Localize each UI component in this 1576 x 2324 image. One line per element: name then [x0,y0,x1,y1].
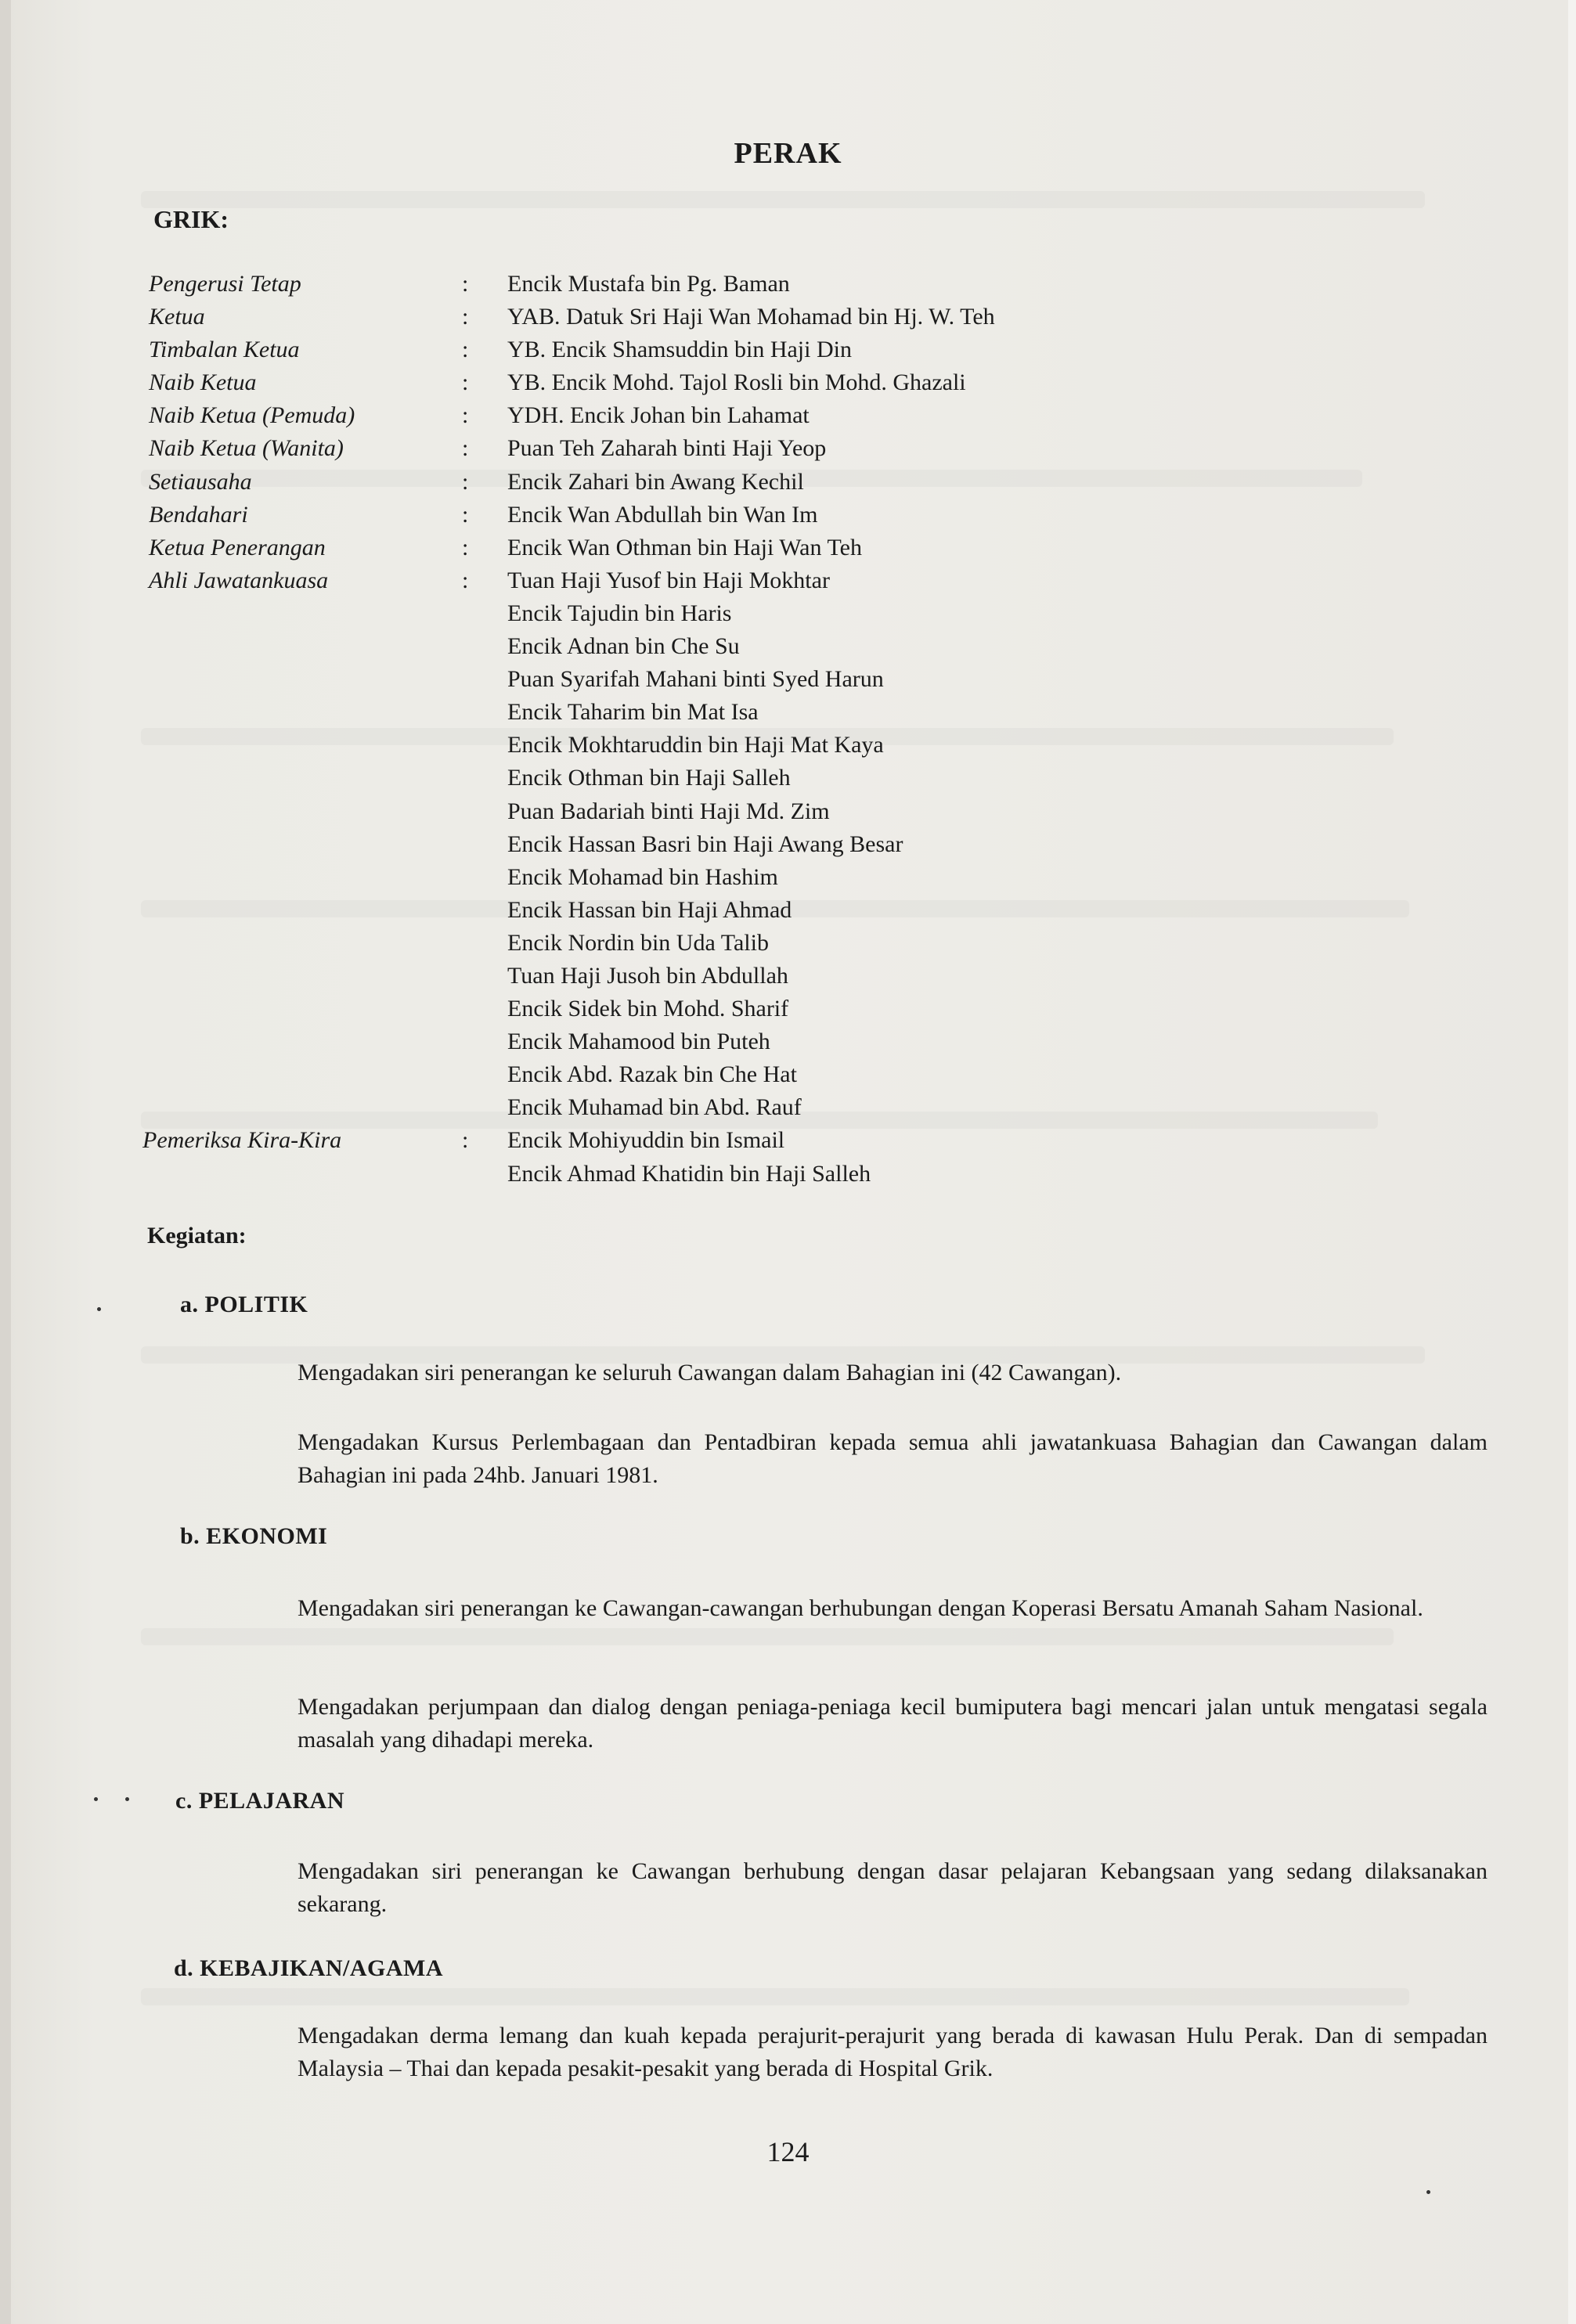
page-title: PERAK [734,137,842,170]
committee-role: Ketua [149,304,205,330]
branch-heading: GRIK: [153,205,229,233]
committee-member-name: Encik Sidek bin Mohd. Sharif [507,996,789,1022]
separator-colon: : [462,337,469,363]
committee-member-name: YAB. Datuk Sri Haji Wan Mohamad bin Hj. W. Teh [507,304,995,330]
committee-member-name: Encik Abd. Razak bin Che Hat [507,1061,797,1088]
committee-member-name: Encik Mahamood bin Puteh [507,1029,770,1055]
section-paragraph: Mengadakan siri penerangan ke Cawangan berhubung dengan dasar pelajaran Kebangsaan yang sedang dilaksanakan sekarang. [298,1858,1488,1917]
speck [125,1797,129,1801]
separator-colon: : [462,501,469,528]
section-paragraph: Mengadakan siri penerangan ke seluruh Cawangan dalam Bahagian ini (42 Cawangan). [298,1360,1122,1385]
show-through-text [141,1628,1394,1645]
committee-member-name: Encik Nordin bin Uda Talib [507,929,769,956]
committee-member-name: Puan Syarifah Mahani binti Syed Harun [507,666,884,693]
section-heading-politik: a. POLITIK [180,1292,308,1317]
committee-member-name: Encik Tajudin bin Haris [507,600,732,626]
section-heading-ekonomi: b. EKONOMI [180,1523,328,1549]
committee-member-name: Encik Mohamad bin Hashim [507,863,778,890]
separator-colon: : [462,304,469,330]
separator-colon: : [462,369,469,396]
show-through-text [141,1988,1409,2005]
committee-member-name: Encik Mohiyuddin bin Ismail [507,1127,785,1154]
committee-member-name: YB. Encik Mohd. Tajol Rosli bin Mohd. Ghazali [507,369,966,396]
section-paragraph: Mengadakan siri penerangan ke Cawangan-cawangan berhubungan dengan Koperasi Bersatu Amanah Saham Nasional. [298,1595,1423,1621]
separator-colon: : [462,1127,469,1154]
committee-member-name: Encik Mokhtaruddin bin Haji Mat Kaya [507,732,884,758]
page-binding-edge [0,0,11,2324]
committee-member-name: Encik Wan Othman bin Haji Wan Teh [507,534,862,560]
speck [94,1797,98,1801]
committee-member-name: YDH. Encik Johan bin Lahamat [507,402,810,429]
separator-colon: : [462,402,469,429]
committee-member-name: Encik Hassan bin Haji Ahmad [507,896,792,923]
separator-colon: : [462,468,469,495]
page-right-edge [1568,0,1576,2324]
section-heading-kebajikan-agama: d. KEBAJIKAN/AGAMA [174,1955,444,1981]
committee-member-name: Encik Hassan Basri bin Haji Awang Besar [507,831,903,857]
show-through-text [141,191,1425,208]
committee-member-name: Encik Othman bin Haji Salleh [507,765,791,791]
separator-colon: : [462,534,469,560]
committee-member-name: Encik Ahmad Khatidin bin Haji Salleh [507,1160,871,1187]
committee-member-name: Encik Muhamad bin Abd. Rauf [507,1094,802,1121]
separator-colon: : [462,271,469,297]
committee-role: Ketua Penerangan [149,534,326,560]
committee-member-name: Encik Wan Abdullah bin Wan Im [507,501,818,528]
committee-member-name: YB. Encik Shamsuddin bin Haji Din [507,337,852,363]
committee-member-name: Tuan Haji Jusoh bin Abdullah [507,962,788,989]
committee-role: Timbalan Ketua [149,337,300,363]
committee-role: Setiausaha [149,468,252,495]
committee-member-name: Encik Adnan bin Che Su [507,633,740,660]
committee-role: Pemeriksa Kira-Kira [142,1127,342,1154]
speck [1426,2190,1430,2194]
committee-role: Bendahari [149,501,248,528]
committee-member-name: Puan Badariah binti Haji Md. Zim [507,798,830,824]
committee-role: Naib Ketua [149,369,257,396]
page-number: 124 [766,2136,810,2167]
section-paragraph: Mengadakan derma lemang dan kuah kepada perajurit-perajurit yang berada di kawasan Hulu Perak. Dan di sempadan Malaysia – Thai dan kepada pesakit-pesakit yang berada di Hospital Grik. [298,2023,1488,2081]
section-paragraph: Mengadakan perjumpaan dan dialog dengan peniaga-peniaga kecil bumiputera bagi mencari jalan untuk mengatasi segala masalah yang dihadapi mereka. [298,1694,1488,1753]
committee-role: Ahli Jawatankuasa [149,567,329,593]
section-heading-pelajaran: c. PELAJARAN [175,1788,344,1814]
separator-colon: : [462,435,469,462]
committee-member-name: Encik Zahari bin Awang Kechil [507,468,804,495]
activities-heading: Kegiatan: [147,1223,247,1248]
separator-colon: : [462,567,469,593]
committee-member-name: Tuan Haji Yusof bin Haji Mokhtar [507,567,830,593]
committee-role: Naib Ketua (Pemuda) [149,402,355,429]
committee-role: Pengerusi Tetap [149,271,301,297]
committee-role: Naib Ketua (Wanita) [149,435,344,462]
committee-member-name: Encik Taharim bin Mat Isa [507,699,759,726]
committee-member-name: Puan Teh Zaharah binti Haji Yeop [507,435,827,462]
committee-member-name: Encik Mustafa bin Pg. Baman [507,271,790,297]
speck [97,1307,101,1311]
section-paragraph: Mengadakan Kursus Perlembagaan dan Pentadbiran kepada semua ahli jawatankuasa Bahagian dan Cawangan dalam Bahagian ini pada 24hb. Januari 1981. [298,1429,1488,1488]
